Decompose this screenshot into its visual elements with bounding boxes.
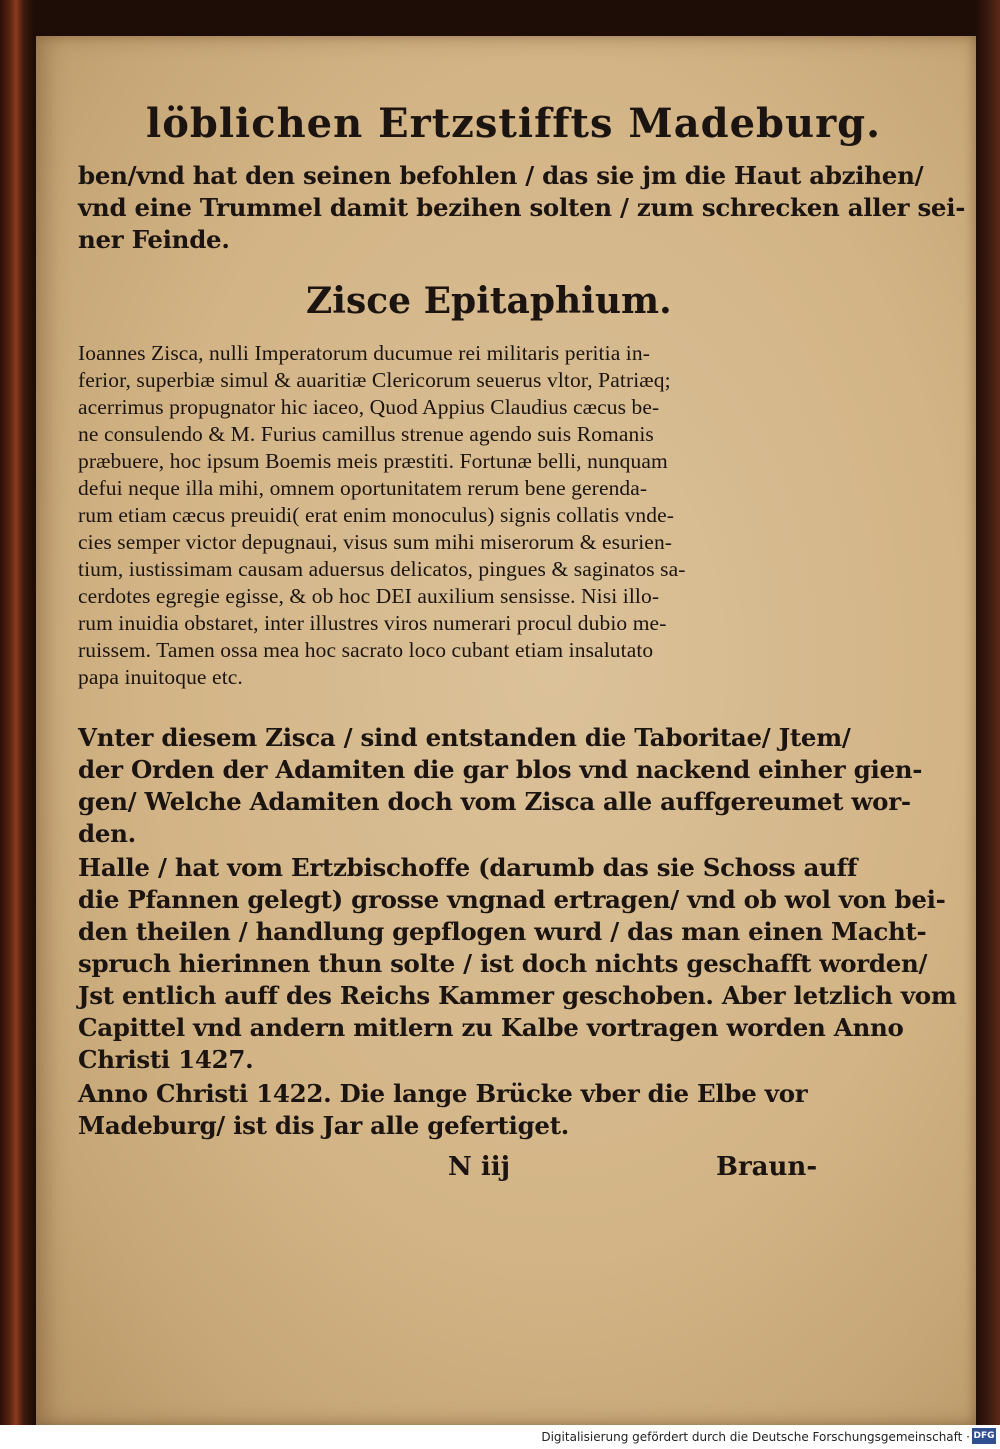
text-line: Vnter diesem Zisca / sind entstanden die Taboritae/ Jtem/: [78, 723, 851, 752]
text-line: præbuere, hoc ipsum Boemis meis præstiti. Fortunæ belli, nunquam: [78, 449, 668, 473]
bridge-paragraph: [78, 1078, 838, 1142]
text-line: ben/vnd hat den seinen befohlen / das sie jm die Haut abzihen/: [78, 161, 924, 190]
text-line: Jst entlich auff des Reichs Kammer geschoben. Aber letzlich vom: [78, 981, 957, 1010]
text-line: rum etiam cæcus preuidi( erat enim monoculus) signis collatis vnde-: [78, 503, 675, 527]
text-line: Halle / hat vom Ertzbischoffe (darumb das sie Schoss auff: [78, 853, 858, 882]
text-line: rum inuidia obstaret, inter illustres viros numerari procul dubio me-: [78, 611, 667, 635]
text-line: den.: [78, 819, 136, 848]
latin-epitaph-paragraph: [78, 340, 838, 691]
funding-note: Digitalisierung gefördert durch die Deutsche Forschungsgemeinschaft ·: [541, 1430, 970, 1444]
text-line: defui neque illa mihi, omnem oportunitatem rerum bene gerenda-: [78, 476, 648, 500]
text-line: vnd eine Trummel damit bezihen solten / zum schrecken aller sei-: [78, 193, 966, 222]
page-heading: löblichen Ertzstiffts Madeburg.: [146, 100, 882, 147]
intro-paragraph: [78, 160, 966, 256]
catchword: Braun-: [716, 1152, 818, 1182]
text-line: Christi 1427.: [78, 1045, 254, 1074]
text-line: ne consulendo & M. Furius camillus strenue agendo suis Romanis: [78, 422, 654, 446]
text-line: Madeburg/ ist dis Jar alle gefertiget.: [78, 1111, 569, 1140]
text-line: acerrimus propugnator hic iaceo, Quod Appius Claudius cæcus be-: [78, 395, 660, 419]
halle-paragraph: [78, 852, 957, 1076]
text-line: Capittel vnd andern mitlern zu Kalbe vortragen worden Anno: [78, 1013, 904, 1042]
text-line: tium, iustissimam causam aduersus delicatos, pingues & saginatos sa-: [78, 557, 686, 581]
signature-mark: N iij: [448, 1152, 510, 1182]
text-line: ruissem. Tamen ossa mea hoc sacrato loco cubant etiam insalutato: [78, 638, 654, 662]
text-line: die Pfannen gelegt) grosse vngnad ertragen/ vnd ob wol von bei-: [78, 885, 946, 914]
dfg-logo-icon: DFG: [972, 1428, 996, 1444]
text-line: ner Feinde.: [78, 225, 230, 254]
taborites-paragraph: [78, 722, 923, 850]
text-line: der Orden der Adamiten die gar blos vnd nackend einher gien-: [78, 755, 923, 784]
text-line: spruch hierinnen thun solte / ist doch nichts geschafft worden/: [78, 949, 928, 978]
text-line: Ioannes Zisca, nulli Imperatorum ducumue rei militaris peritia in-: [78, 341, 650, 365]
text-line: gen/ Welche Adamiten doch vom Zisca alle auffgereumet wor-: [78, 787, 911, 816]
text-line: den theilen / handlung gepflogen wurd / das man einen Macht-: [78, 917, 927, 946]
text-line: ferior, superbiæ simul & auaritiæ Clericorum seuerus vltor, Patriæq;: [78, 368, 671, 392]
epitaph-heading: Zisce Epitaphium.: [306, 280, 672, 322]
text-line: cies semper victor depugnaui, visus sum mihi miserorum & esurien-: [78, 530, 673, 554]
text-line: papa inuitoque etc.: [78, 665, 243, 689]
text-line: cerdotes egregie egisse, & ob hoc DEI auxilium sensisse. Nisi illo-: [78, 584, 660, 608]
text-line: Anno Christi 1422. Die lange Brücke vber die Elbe vor: [78, 1079, 808, 1108]
